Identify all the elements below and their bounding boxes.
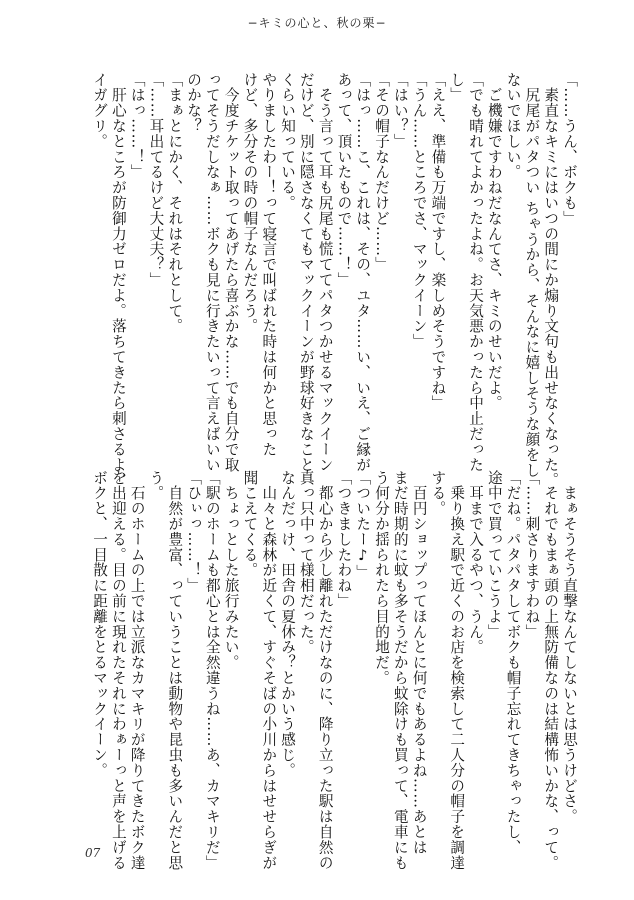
text-line: を出迎える。目の前に現れたそれにわぁーっと声を上げる xyxy=(109,470,127,871)
text-line: 「……うん、ボクも」 xyxy=(561,72,578,226)
text-line: 「……刺さりますわね」 xyxy=(523,470,541,640)
text-line: 都心から少し離れただけなのに、降り立った駅は自然の xyxy=(316,470,334,871)
text-line: 乗り換え駅で近くのお店を検索して二人分の帽子を調達 xyxy=(448,470,466,871)
text-line: 「その帽子なんだけど……」 xyxy=(373,72,391,273)
text-line: イガグリ。 xyxy=(91,72,109,149)
text-line: ご機嫌ですわねだなんてさ、キミのせいだよ。 xyxy=(485,72,503,411)
text-line: し」 xyxy=(448,72,466,103)
text-line: 「はっ……こ、これは、その、ユタ……い、いえ、ご縁が xyxy=(354,72,372,473)
text-block-bottom xyxy=(91,470,578,871)
text-line: だけど、別に隠さなくてもマックイーンが野球好きなこと xyxy=(297,72,315,473)
text-line: 山々と森林が近くて、すぐそばの小川からはせせらぎが xyxy=(260,470,278,871)
text-line: まだ時期的に蚊も多そうだから蚊除けも買って、電車にも xyxy=(391,470,409,871)
text-line: ないでほしい。 xyxy=(504,72,522,180)
text-line: あって、頂いたもので……！」 xyxy=(335,72,353,288)
text-line: する。 xyxy=(429,470,447,517)
text-line: 「つきましたわね」 xyxy=(335,470,353,609)
text-line: 「はっ……！」 xyxy=(128,72,146,180)
text-line: 素直なキミにはいつの間にか煽り文句も出せなくなった。 xyxy=(542,72,560,488)
text-line: 百円ショップってほんとに何でもあるよね……あとは xyxy=(410,470,428,855)
text-line: 「はい？」 xyxy=(391,72,409,149)
text-line: 聞こえてくる。 xyxy=(241,470,259,578)
text-line: ちょっとした旅行みたい。 xyxy=(222,470,240,671)
running-header: −キミの心と、秋の栗− xyxy=(247,16,387,30)
text-line: う何分か揺られたら目的地だ。 xyxy=(373,470,391,686)
text-line: 「……耳出てるけど大丈夫？」 xyxy=(147,72,165,288)
text-line: 今度チケット取ってあげたら喜ぶかな……でも自分で取 xyxy=(222,72,240,473)
text-line: なんだっけ、田舎の夏休み？とかいう感じ。 xyxy=(279,470,297,778)
text-line: 「まぁとにかく、それはそれとして。 xyxy=(166,72,184,334)
text-line: そう言って耳も尻尾も慌ててパタつかせるマックイーン xyxy=(316,72,334,473)
text-line: 肝心なところが防御力ゼロだよ。落ちてきたら刺さるよ、 xyxy=(109,72,127,488)
text-line: 「だね。パタパタしてボクも帽子忘れてきちゃったし、 xyxy=(504,470,522,855)
text-line: 石のホームの上では立派なカマキリが降りてきたボク達 xyxy=(128,470,146,871)
text-line: 「ええ、準備も万端ですし、楽しめそうですね」 xyxy=(429,72,447,411)
text-line: 「うん……ところでさ、マックイーン」 xyxy=(410,72,428,350)
text-line: くらい知っている。 xyxy=(279,72,297,211)
text-line: 自然が豊富、っていうことは動物や昆虫も多いんだと思 xyxy=(166,470,184,871)
text-line: 「駅のホームも都心とは全然違うね……あ、カマキリだ」 xyxy=(203,470,221,871)
text-line: それでもまぁ頭の上無防備なのは結構怖いかな、って。 xyxy=(542,470,560,871)
text-line: けど、多分その時の帽子なんだろう。 xyxy=(241,72,259,334)
text-line: 「でも晴れてよかったよね。お天気悪かったら中止だった xyxy=(467,72,485,473)
text-block-top xyxy=(91,72,578,488)
text-line: ってそうだしなぁ……ボクも見に行きたいって言えばいい xyxy=(203,72,221,473)
text-line: 「ひぃっ……！」 xyxy=(185,470,203,594)
page-number: 07 xyxy=(85,846,101,860)
text-line: のかな？ xyxy=(185,72,203,134)
text-line: 真っ只中って様相だった。 xyxy=(297,470,315,655)
text-line: 途中で買っていこうよ」 xyxy=(485,470,503,640)
text-line: 尻尾がパタつい ちゃうから、そんなに嬉しそうな顔をし xyxy=(523,72,541,478)
text-line: ボクと、一目散に距離をとるマックイーン。 xyxy=(91,470,109,778)
text-line: やりましたわー！って寝言で叫ばれた時は何かと思った xyxy=(260,72,278,457)
text-line: 「ついたー♪」 xyxy=(354,470,372,581)
text-line: まぁそうそう直撃なんてしないとは思うけどさ。 xyxy=(561,470,578,825)
text-line: う。 xyxy=(147,470,165,501)
text-line: 耳まで入るやつ、うん。 xyxy=(467,470,485,655)
